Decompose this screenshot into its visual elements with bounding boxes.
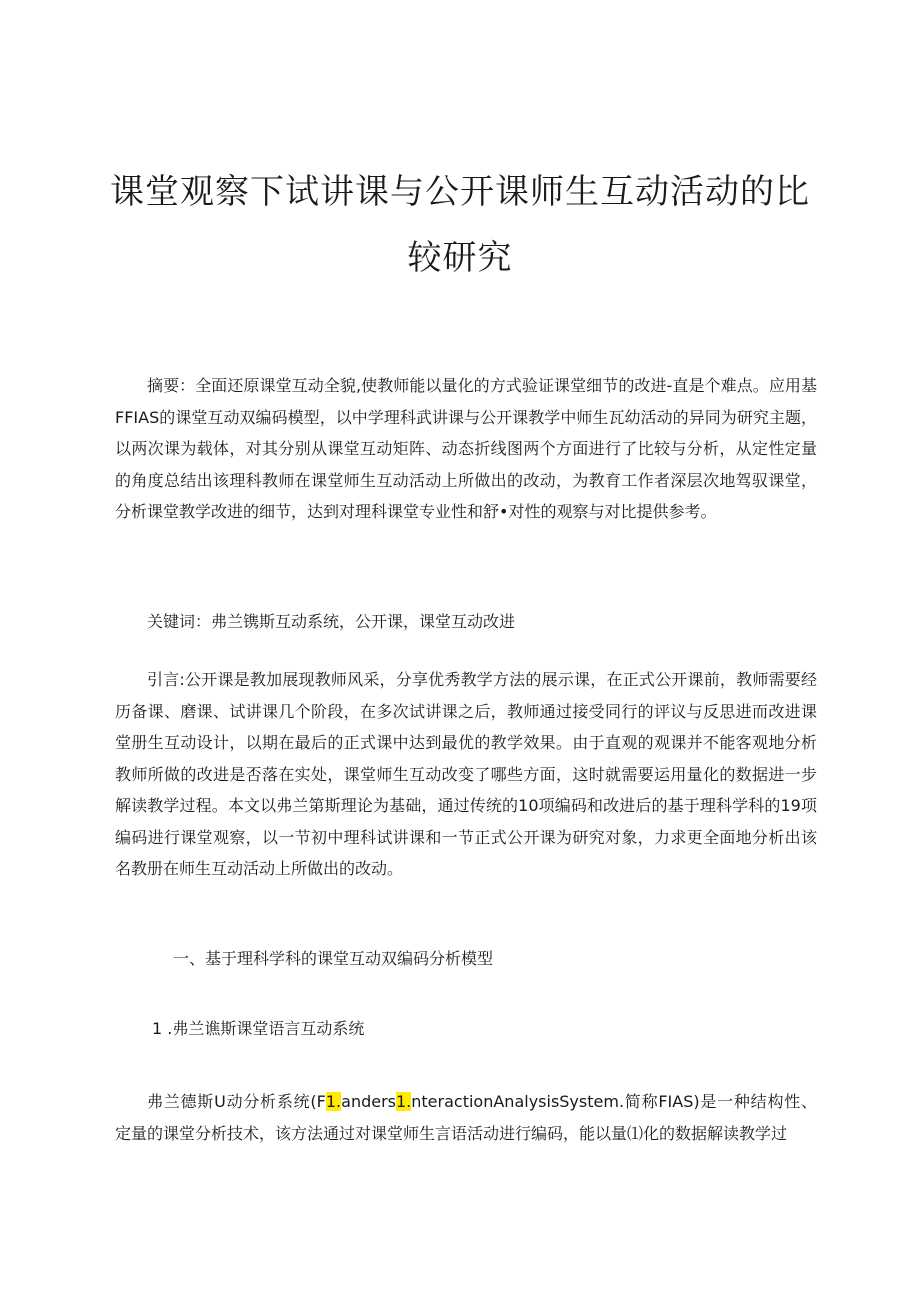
introduction-paragraph: 引言:公开课是教加展现教师风采，分享优秀教学方法的展示课，在正式公开课前，教师需要经历备课、磨课、试讲课几个阶段，在多次试讲课之后，教师通过接受同行的评议与反思进而改进课堂册生互动设计，以期在最后的正式课中达到最优的教学效果。由于直观的观课并不能客观地分析教师所做的改进是否落在实处，课堂师生互动改变了哪些方面，这时就需要运用量化的数据进一步解读教学过程。本文以弗兰第斯理论为基础，通过传统的10项编码和改进后的基于理科学科的19项编码进行课堂观察，以一节初中理科试讲课和一节正式公开课为研究对象，力求更全面地分析出该名教册在师生互动活动上所做出的改动。	[115, 670, 817, 878]
keywords-line: 关键词：弗兰镌斯互动系统，公开课，课堂互动改进	[147, 612, 516, 631]
highlighted-text: 1.	[396, 1092, 412, 1111]
highlighted-text: 1.	[325, 1092, 342, 1111]
title-line-2: 较研究	[407, 238, 513, 278]
fias-text-middle: anders	[341, 1092, 396, 1111]
section-heading-1: 一、基于理科学科的课堂互动双编码分析模型	[173, 949, 494, 968]
subsection-heading-1: 1 .弗兰谯斯课堂语言互动系统	[152, 1019, 365, 1038]
fias-paragraph	[115, 1086, 817, 1149]
abstract-paragraph: 摘要：全面还原课堂互动全貌,使教师能以量化的方式验证课堂细节的改进-直是个难点。应用基FFIAS的课堂互动双编码模型，以中学理科武讲课与公开课教学中师生瓦幼活动的异同为研究主题，以两次课为载体，对其分别从课堂互动矩阵、动态折线图两个方面进行了比较与分析，从定性定量的角度总结出该理科教师在课堂师生互动活动上所做出的改动，为教育工作者深层次地驾驭课堂，分析课堂教学改进的细节，达到对理科课堂专业性和舒•对性的观察与对比提供参考。	[115, 376, 817, 521]
fias-text-end: nteractionAnalysisSystem.简称FIAS)是一种结构性、定量的课堂分析技术，该方法通过对课堂师生言语活动进行编码，能以量⑴化的数据解读教学过	[115, 1092, 817, 1143]
title-line-1: 课堂观察下试讲课与公开课师生互动活动的比	[110, 172, 810, 212]
fias-text-start: 弗兰德斯U动分析系统(F	[147, 1092, 326, 1111]
